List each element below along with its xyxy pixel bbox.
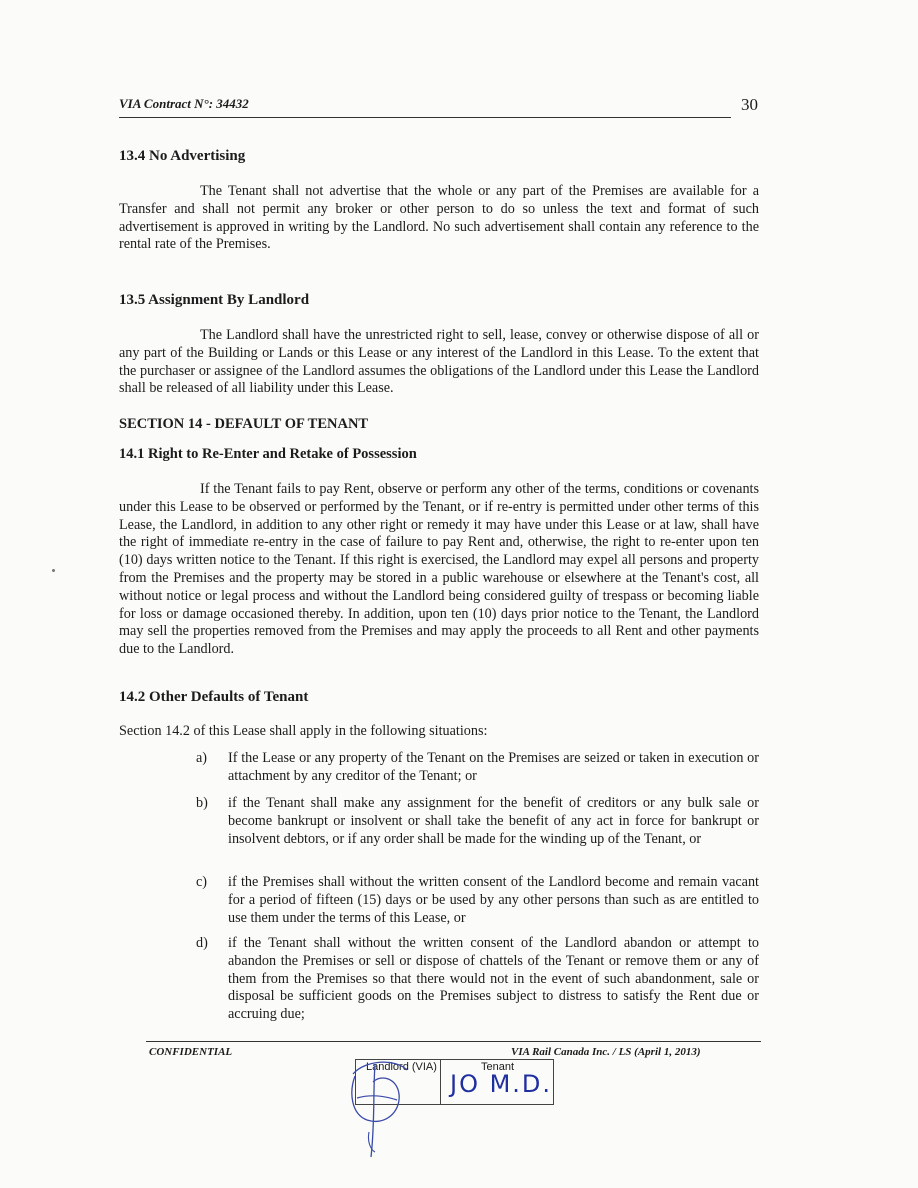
heading-14-1: 14.1 Right to Re-Enter and Retake of Possession [119, 446, 417, 462]
list-item-a [196, 750, 759, 786]
list-label: d) [196, 935, 208, 951]
section-14-heading: SECTION 14 - DEFAULT OF TENANT [119, 416, 369, 432]
company-footer: VIA Rail Canada Inc. / LS (April 1, 2013) [511, 1046, 701, 1058]
heading-13-5: 13.5 Assignment By Landlord [119, 292, 310, 308]
footer-rule [146, 1041, 761, 1042]
landlord-label: Landlord (VIA) [366, 1061, 437, 1073]
list-label: c) [196, 874, 208, 890]
list-item-d [196, 935, 759, 1024]
tenant-initials: JO M.D. [450, 1070, 553, 1098]
list-item-c [196, 874, 759, 927]
intro-14-2: Section 14.2 of this Lease shall apply in the following situations: [119, 723, 488, 739]
list-label: a) [196, 750, 208, 766]
list-text: if the Tenant shall make any assignment for the benefit of creditors or any bulk sale or become bankrupt or insolvent or shall take the benefit of any act in force for bankrupt or insolvent debtors, or if any order shall be made for the winding up of the Tenant, or [228, 795, 759, 847]
confidential-label: CONFIDENTIAL [149, 1046, 233, 1058]
list-text: if the Tenant shall without the written consent of the Landlord abandon or attempt to abandon the Premises or sell or dispose of chattels of the Tenant or remove them or any of them from the Premises so that there would not in the event of such abandonment, sale or disposal be sufficient goods on the Premises subject to distress to satisfy the Rent due or accruing due; [228, 935, 759, 1023]
heading-14-2: 14.2 Other Defaults of Tenant [119, 689, 309, 705]
list-label: b) [196, 795, 208, 811]
scan-speck [52, 569, 55, 572]
list-text: If the Lease or any property of the Tenant on the Premises are seized or taken in execution or attachment by any creditor of the Tenant; or [228, 750, 759, 784]
paragraph-13-4: The Tenant shall not advertise that the whole or any part of the Premises are available for a Transfer and shall not permit any broker or other person to do so unless the text and format of such advertisement is approved in writing by the Landlord. No such advertisement shall contain any reference to the rental rate of the Premises. [119, 183, 759, 253]
list-item-b [196, 795, 759, 848]
tenant-label: Tenant [481, 1061, 515, 1073]
landlord-signature-mark [345, 1052, 415, 1162]
list-text: if the Premises shall without the written consent of the Landlord become and remain vacant for a period of fifteen (15) days or be used by any other persons than such as are entitled to use them under the terms of this Lease, or [228, 874, 759, 926]
heading-13-4: 13.4 No Advertising [119, 148, 246, 164]
contract-number: VIA Contract N°: 34432 [119, 96, 249, 111]
page-number: 30 [741, 95, 758, 114]
paragraph-13-5: The Landlord shall have the unrestricted right to sell, lease, convey or otherwise dispose of all or any part of the Building or Lands or this Lease or any interest of the Landlord in this Lease. To the extent that the purchaser or assignee of the Landlord assumes the obligations of the Landlord under this Lease the Landlord shall be released of all liability under this Lease. [119, 327, 759, 397]
initials-divider [440, 1060, 441, 1104]
paragraph-14-1: If the Tenant fails to pay Rent, observe or perform any other of the terms, conditions or covenants under this Lease to be observed or performed by the Tenant, or if re-entry is permitted under other terms of this Lease, the Landlord, in addition to any other right or remedy it may have under this Lease or at law, shall have the right of immediate re-entry in the case of failure to pay Rent and, otherwise, the right to re-enter upon ten (10) days written notice to the Tenant. If this right is exercised, the Landlord may expel all persons and property from the Premises and the property may be stored in a public warehouse or elsewhere at the Tenant's cost, all without notice or legal process and without the Landlord being considered guilty of trespass or becoming liable for loss or damage occasioned thereby. In addition, upon ten (10) days prior notice to the Tenant, the Landlord may sell the properties removed from the Premises and may apply the proceeds to all Rent and other payments due to the Landlord. [119, 481, 759, 658]
header-rule [119, 117, 731, 118]
